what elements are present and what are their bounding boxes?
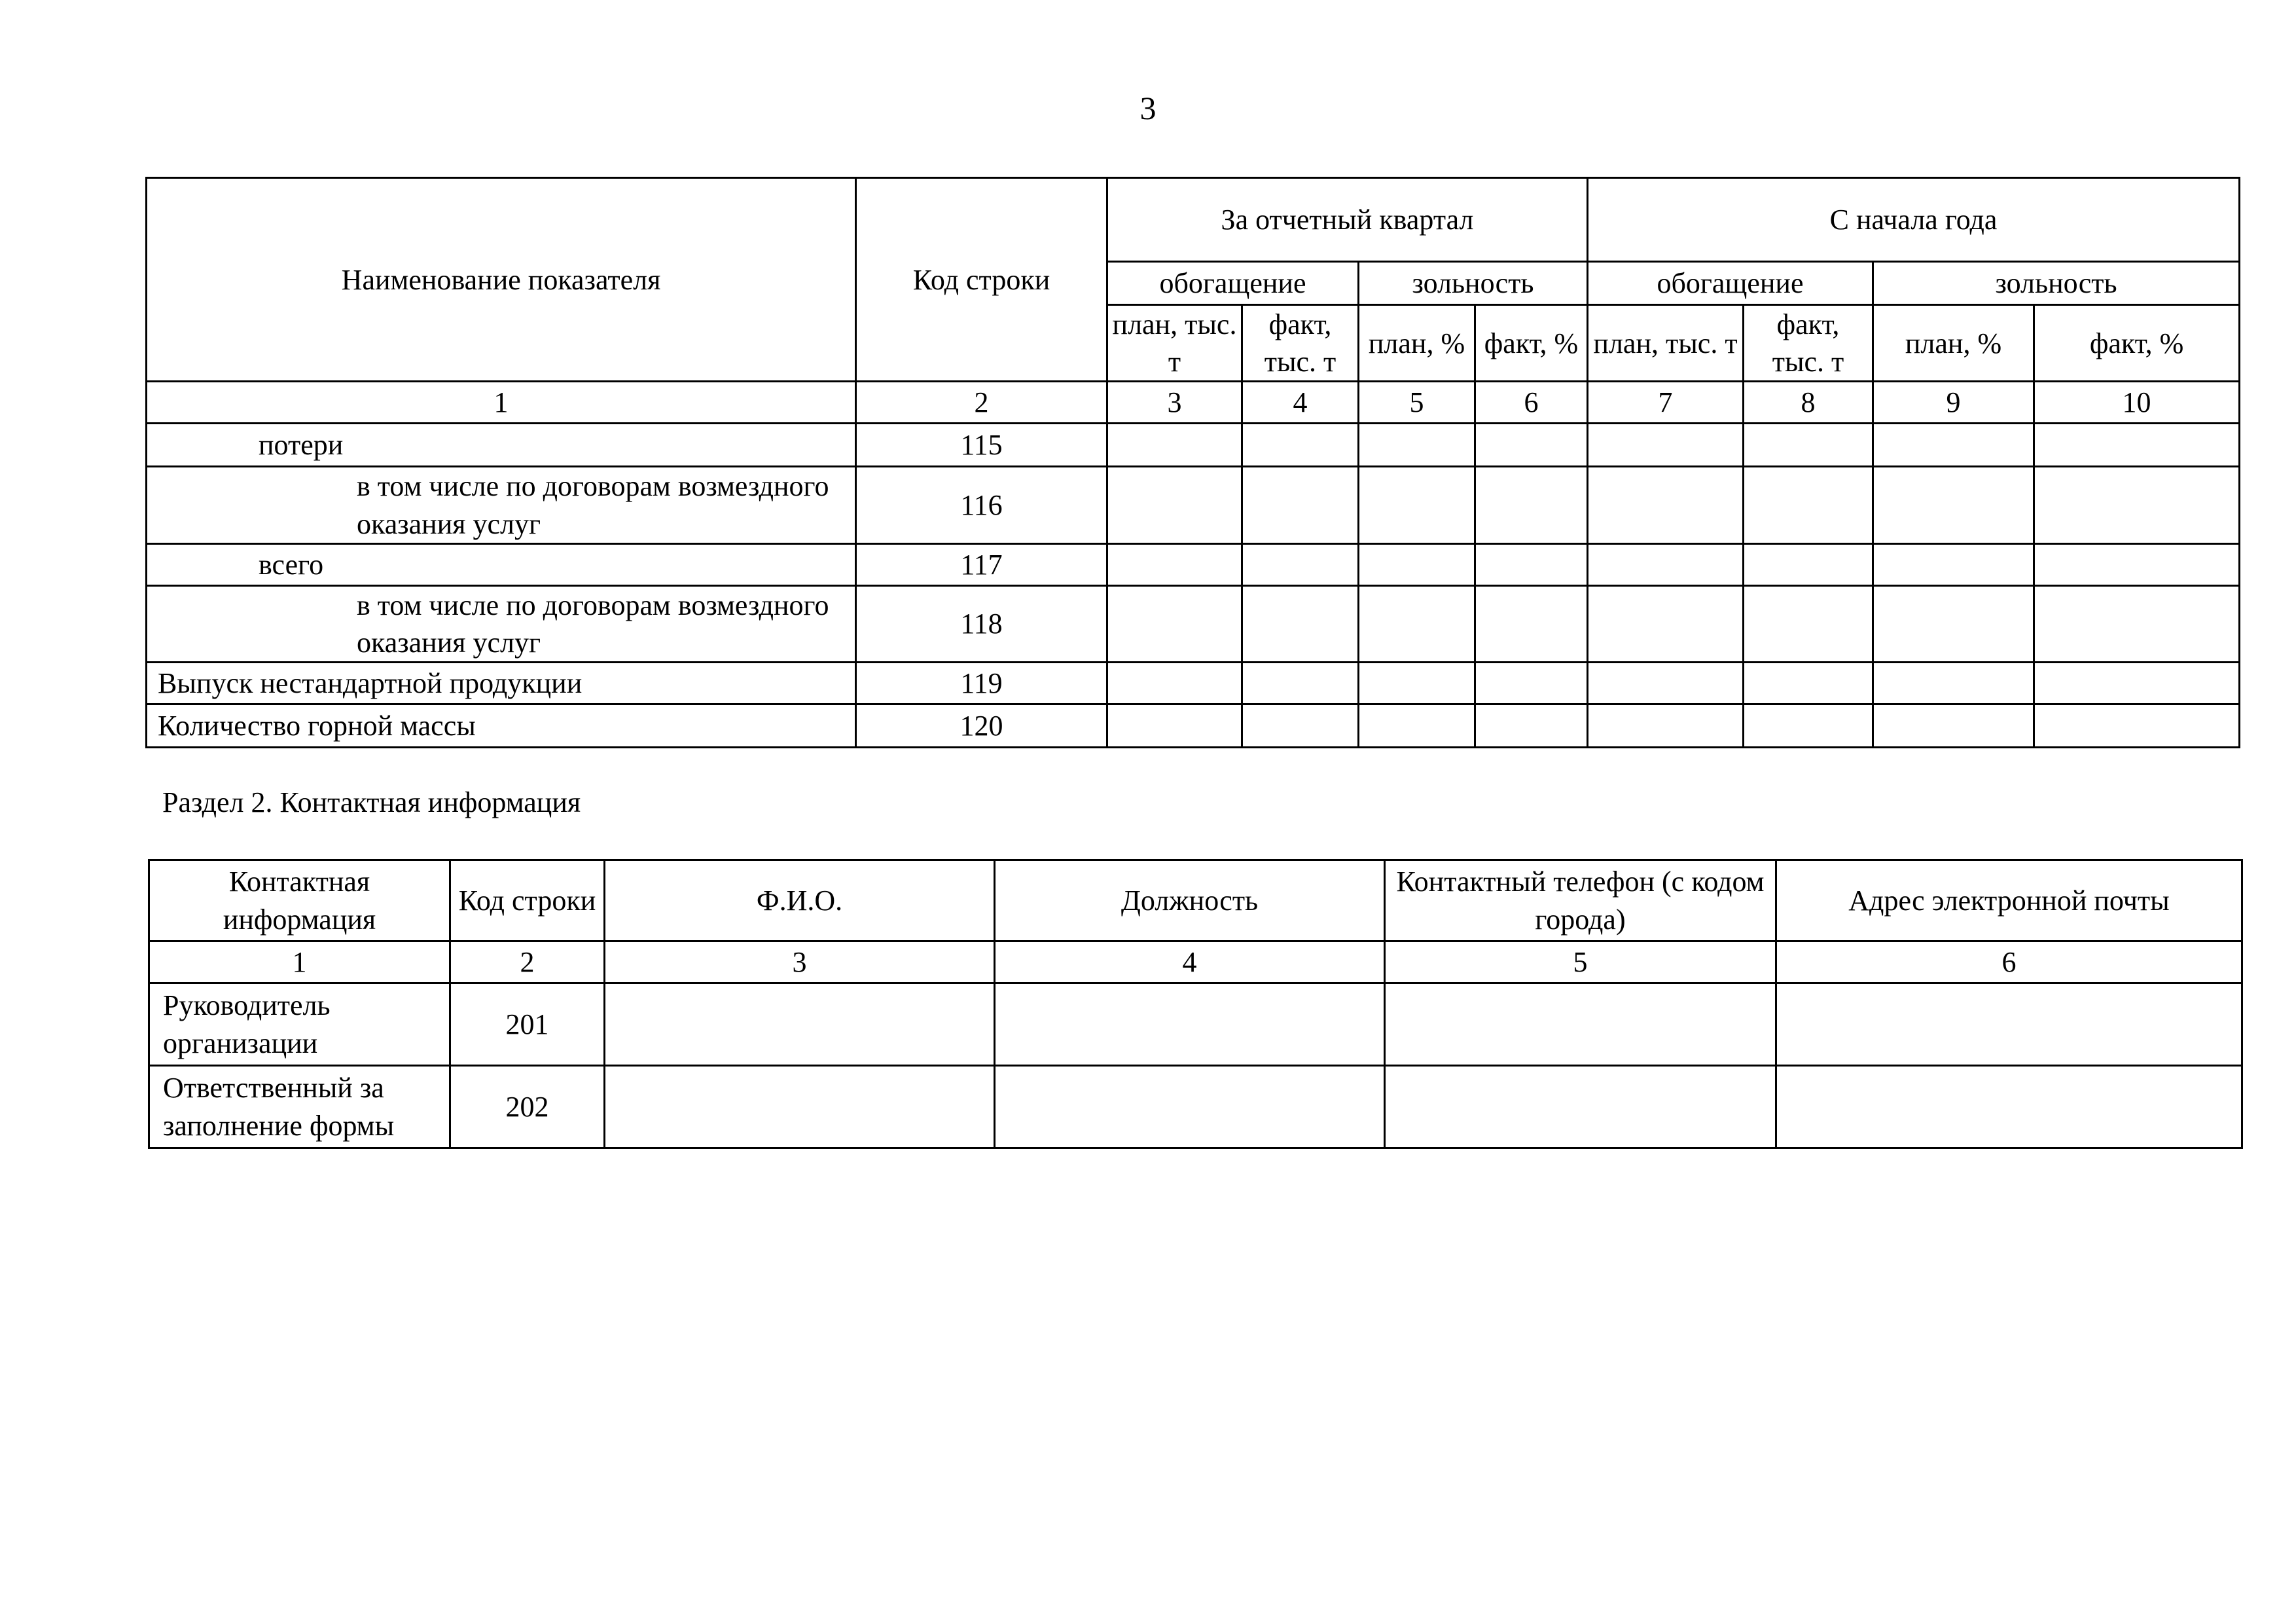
data-cell[interactable] xyxy=(1744,543,1873,585)
column-number-row xyxy=(149,941,2242,983)
data-cell[interactable] xyxy=(1744,424,1873,467)
column-number: 1 xyxy=(149,941,450,983)
data-cell[interactable] xyxy=(1588,663,1744,704)
column-number: 8 xyxy=(1744,382,1873,424)
header-y-ash-fact: факт, % xyxy=(2034,305,2240,382)
header-q-ash-plan: план, % xyxy=(1359,305,1475,382)
table-row xyxy=(147,704,2240,748)
data-cell[interactable] xyxy=(1107,704,1242,748)
row-code: 118 xyxy=(856,585,1107,662)
column-number: 5 xyxy=(1385,941,1776,983)
data-cell[interactable] xyxy=(1588,424,1744,467)
table-row xyxy=(147,585,2240,662)
column-number: 9 xyxy=(1873,382,2034,424)
row-code: 202 xyxy=(450,1066,605,1148)
contact-info-table xyxy=(148,859,2243,1149)
header-quarter-ash: зольность xyxy=(1359,262,1588,305)
row-name: в том числе по договорам возмездного оказания услуг xyxy=(147,467,856,543)
section-2-title: Раздел 2. Контактная информация xyxy=(162,786,581,818)
table-row xyxy=(149,983,2242,1066)
row-name: потери xyxy=(147,424,856,467)
header-contact-info: Контактная информация xyxy=(149,860,450,941)
row-code: 116 xyxy=(856,467,1107,543)
data-cell[interactable] xyxy=(1475,543,1588,585)
data-cell[interactable] xyxy=(1242,663,1359,704)
row-name: Количество горной массы xyxy=(147,704,856,748)
data-cell[interactable] xyxy=(1359,663,1475,704)
data-cell[interactable] xyxy=(1242,704,1359,748)
data-cell[interactable] xyxy=(1588,704,1744,748)
header-y-ash-plan: план, % xyxy=(1873,305,2034,382)
row-code: 115 xyxy=(856,424,1107,467)
data-cell[interactable] xyxy=(1359,424,1475,467)
phone-cell[interactable] xyxy=(1385,1066,1776,1148)
column-number: 3 xyxy=(605,941,995,983)
indicators-table xyxy=(145,177,2240,748)
header-phone: Контактный телефон (с кодом города) xyxy=(1385,860,1776,941)
data-cell[interactable] xyxy=(1744,467,1873,543)
column-number: 4 xyxy=(995,941,1385,983)
row-code: 117 xyxy=(856,543,1107,585)
column-number: 2 xyxy=(856,382,1107,424)
data-cell[interactable] xyxy=(1107,424,1242,467)
data-cell[interactable] xyxy=(1873,663,2034,704)
data-cell[interactable] xyxy=(1475,704,1588,748)
data-cell[interactable] xyxy=(1873,585,2034,662)
data-cell[interactable] xyxy=(1359,467,1475,543)
data-cell[interactable] xyxy=(1242,424,1359,467)
contact-role: Руководитель организации xyxy=(149,983,450,1066)
data-cell[interactable] xyxy=(2034,543,2240,585)
data-cell[interactable] xyxy=(1242,543,1359,585)
column-number: 3 xyxy=(1107,382,1242,424)
column-number: 4 xyxy=(1242,382,1359,424)
full-name-cell[interactable] xyxy=(605,983,995,1066)
data-cell[interactable] xyxy=(1873,424,2034,467)
position-cell[interactable] xyxy=(995,983,1385,1066)
header-year-to-date: С начала года xyxy=(1588,178,2240,262)
data-cell[interactable] xyxy=(1242,467,1359,543)
data-cell[interactable] xyxy=(1873,467,2034,543)
row-code: 201 xyxy=(450,983,605,1066)
column-number: 10 xyxy=(2034,382,2240,424)
data-cell[interactable] xyxy=(1359,543,1475,585)
header-year-ash: зольность xyxy=(1873,262,2240,305)
header-q-ash-fact: факт, % xyxy=(1475,305,1588,382)
data-cell[interactable] xyxy=(1873,704,2034,748)
data-cell[interactable] xyxy=(1588,543,1744,585)
data-cell[interactable] xyxy=(2034,663,2240,704)
contact-role: Ответственный за заполнение формы xyxy=(149,1066,450,1148)
header-email: Адрес электронной почты xyxy=(1776,860,2242,941)
column-number: 2 xyxy=(450,941,605,983)
full-name-cell[interactable] xyxy=(605,1066,995,1148)
header-full-name: Ф.И.О. xyxy=(605,860,995,941)
header-indicator-name: Наименование показателя xyxy=(147,178,856,382)
header-row-code: Код строки xyxy=(450,860,605,941)
position-cell[interactable] xyxy=(995,1066,1385,1148)
data-cell[interactable] xyxy=(2034,467,2240,543)
data-cell[interactable] xyxy=(1744,663,1873,704)
phone-cell[interactable] xyxy=(1385,983,1776,1066)
column-number: 6 xyxy=(1475,382,1588,424)
header-y-enrich-plan: план, тыс. т xyxy=(1588,305,1744,382)
column-number: 7 xyxy=(1588,382,1744,424)
data-cell[interactable] xyxy=(1107,585,1242,662)
email-cell[interactable] xyxy=(1776,983,2242,1066)
data-cell[interactable] xyxy=(1873,543,2034,585)
header-y-enrich-fact: факт, тыс. т xyxy=(1744,305,1873,382)
data-cell[interactable] xyxy=(1475,663,1588,704)
row-code: 119 xyxy=(856,663,1107,704)
page-number: 3 xyxy=(1139,90,1157,126)
header-q-enrich-fact: факт, тыс. т xyxy=(1242,305,1359,382)
data-cell[interactable] xyxy=(1475,424,1588,467)
table-row xyxy=(149,1066,2242,1148)
data-cell[interactable] xyxy=(1588,585,1744,662)
data-cell[interactable] xyxy=(1475,585,1588,662)
column-number: 5 xyxy=(1359,382,1475,424)
data-cell[interactable] xyxy=(1744,704,1873,748)
header-reporting-quarter: За отчетный квартал xyxy=(1107,178,1588,262)
data-cell[interactable] xyxy=(1359,704,1475,748)
header-year-enrichment: обогащение xyxy=(1588,262,1873,305)
header-row-code: Код строки xyxy=(856,178,1107,382)
header-quarter-enrichment: обогащение xyxy=(1107,262,1359,305)
data-cell[interactable] xyxy=(1107,467,1242,543)
data-cell[interactable] xyxy=(2034,585,2240,662)
table-row xyxy=(147,663,2240,704)
data-cell[interactable] xyxy=(1107,663,1242,704)
column-number-row xyxy=(147,382,2240,424)
table-row xyxy=(147,543,2240,585)
column-number: 1 xyxy=(147,382,856,424)
data-cell[interactable] xyxy=(1744,585,1873,662)
data-cell[interactable] xyxy=(2034,704,2240,748)
data-cell[interactable] xyxy=(1475,467,1588,543)
email-cell[interactable] xyxy=(1776,1066,2242,1148)
table-row xyxy=(147,424,2240,467)
data-cell[interactable] xyxy=(1588,467,1744,543)
data-cell[interactable] xyxy=(1107,543,1242,585)
table-row xyxy=(147,467,2240,543)
data-cell[interactable] xyxy=(1359,585,1475,662)
row-name: Выпуск нестандартной продукции xyxy=(147,663,856,704)
header-q-enrich-plan: план, тыс. т xyxy=(1107,305,1242,382)
data-cell[interactable] xyxy=(2034,424,2240,467)
header-position: Должность xyxy=(995,860,1385,941)
row-name: всего xyxy=(147,543,856,585)
data-cell[interactable] xyxy=(1242,585,1359,662)
column-number: 6 xyxy=(1776,941,2242,983)
row-name: в том числе по договорам возмездного оказания услуг xyxy=(147,585,856,662)
row-code: 120 xyxy=(856,704,1107,748)
